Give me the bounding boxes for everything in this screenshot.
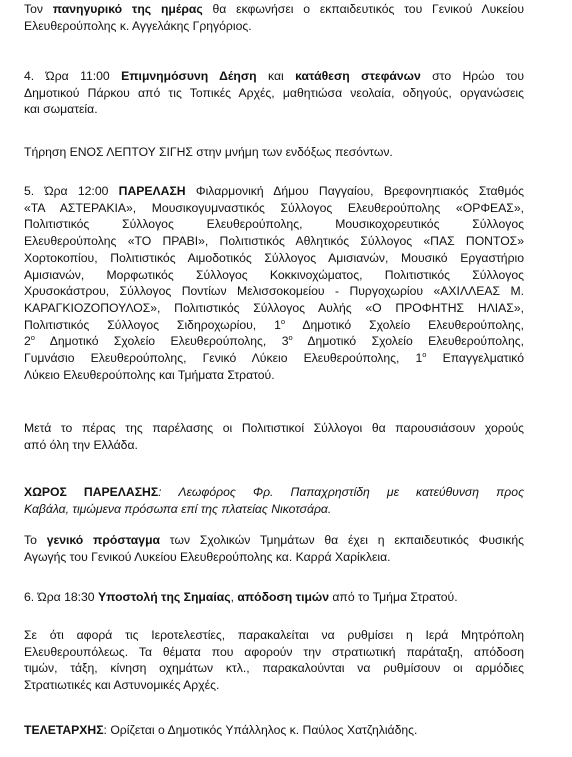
paragraph-parade: 5. Ώρα 12:00 ΠΑΡΕΛΑΣΗ Φιλαρμονική Δήμου Παγγαίου, Βρεφονηπιακός Σταθμός «ΤΑ ΑΣΤΕΡΑΚΙΑ», Μουσικογυμναστικός Σύλλογος Ελευθερούπολης «ΟΡΦΕΑΣ», Πολιτιστικός Σύλλογος Ελευθερούπολης, Μουσικοχορευτικός Σύλλογος Ελευθερούπολης «ΤΟ ΠΡΑΒΙ», Πολιτιστικός Αθλητικός Σύλλογος «ΠΑΣ ΠΟΝΤΟΣ» Χορτοκοπίου, Πολιτιστικός Αιμοδοτικός Σύλλογος Αμισιανών, Μουσικό Εργαστήριο Αμισιανών, Μορφωτικός Σύλλογος Κοκκινοχώματος, Πολιτιστικός Σύλλογος Χρυσοκάστρου, Σύλλογος Ποντίων Μελισσοκομείου - Πυργοχωρίου «ΑΧΙΛΛΕΑΣ Μ. ΚΑΡΑΓΚΙΟΖΟΠΟΥΛΟΣ», Πολιτιστικός Σύλλογος Αυλής «Ο ΠΡΟΦΗΤΗΣ ΗΛΙΑΣ», Πολιτιστικός Σύλλογος Σιδηροχωρίου, $1^o$ Δημοτικό Σχολείο Ελευθερούπολης, $2^o$ Δημοτικό Σχολείο Ελευθερούπολης, $3^o$ Δημοτικό Σχολείο Ελευθερούπολης, Γυμνάσιο Ελευθερούπολης, Γενικό Λύκειο Ελευθερούπολης, $1^o$ Επαγγελματικό Λύκειο Ελευθερούπολης και Τμήματα Στρατού.: [24, 184, 525, 382]
bold-phrase: ΠΑΡΕΛΑΣΗ: [118, 184, 186, 198]
paragraph-ceremonies: Σε ότι αφορά τις Ιεροτελεστίες, παρακαλείται να ρυθμίσει η Ιερά Μητρόπολη Ελευθερουπόλεως. Τα θέματα που αφορούν την στρατιωτική παράταξη, απόδοση τιμών, τάξη, κίνηση οχημάτων κτλ., παρακαλούνται να ρυθμίσουν οι αρμόδιες Στρατιωτικές και Αστυνομικές Αρχές.: [24, 628, 524, 693]
bold-phrase: πανηγυρικό της ημέρας: [52, 2, 203, 16]
bold-phrase: ΤΕΛΕΤΑΡΧΗΣ: [24, 723, 104, 737]
bold-phrase: κατάθεση στεφάνων: [295, 69, 421, 83]
paragraph-dances: Μετά το πέρας της παρέλασης οι Πολιτιστικοί Σύλλογοι θα παρουσιάσουν χορούς από όλη την Ελλάδα.: [24, 421, 524, 452]
paragraph-memorial-service: 4. Ώρα 11:00 Επιμνημόσυνη Δέηση και κατάθεση στεφάνων στο Ηρώο του Δημοτικού Πάρκου από τις Τοπικές Αρχές, μαθητιώσα νεολαία, οδηγούς, οργανώσεις και σωματεία.: [24, 69, 525, 117]
paragraph-master-of-ceremonies: ΤΕΛΕΤΑΡΧΗΣ: Ορίζεται ο Δημοτικός Υπάλληλος κ. Παύλος Χατζηλιάδης.: [24, 723, 418, 737]
bold-phrase: απόδοση τιμών: [237, 590, 329, 604]
bold-phrase: ΧΩΡΟΣ ΠΑΡΕΛΑΣΗΣ: [24, 485, 159, 499]
bold-phrase: γενικό πρόσταγμα: [46, 533, 161, 547]
paragraph-flag-lowering: 6. Ώρα 18:30 Υποστολή της Σημαίας, απόδοση τιμών από το Τμήμα Στρατού.: [24, 590, 458, 604]
paragraph-general-command: Το γενικό πρόσταγμα των Σχολικών Τμημάτων θα έχει η εκπαιδευτικός Φυσικής Αγωγής του Γενικού Λυκείου Ελευθερούπολης κα. Καρρά Χαρίκλεια.: [24, 533, 525, 564]
bold-phrase: Επιμνημόσυνη Δέηση: [121, 69, 257, 83]
paragraph-minute-silence: Τήρηση ΕΝΟΣ ΛΕΠΤΟΥ ΣΙΓΗΣ στην μνήμη των ενδόξως πεσόντων.: [24, 145, 393, 159]
bold-phrase: Υποστολή της Σημαίας: [97, 590, 231, 604]
paragraph-parade-location: ΧΩΡΟΣ ΠΑΡΕΛΑΣΗΣ: Λεωφόρος Φρ. Παπαχρηστίδη με κατεύθυνση προς Καβάλα, τιμώμενα πρόσωπα επί της πλατείας Νικοτσάρα.: [24, 485, 524, 516]
paragraph-panegyric: Τον πανηγυρικό της ημέρας θα εκφωνήσει ο εκπαιδευτικός του Γενικού Λυκείου Ελευθερούπολης κ. Αγγελάκης Γρηγόριος.: [24, 2, 524, 33]
